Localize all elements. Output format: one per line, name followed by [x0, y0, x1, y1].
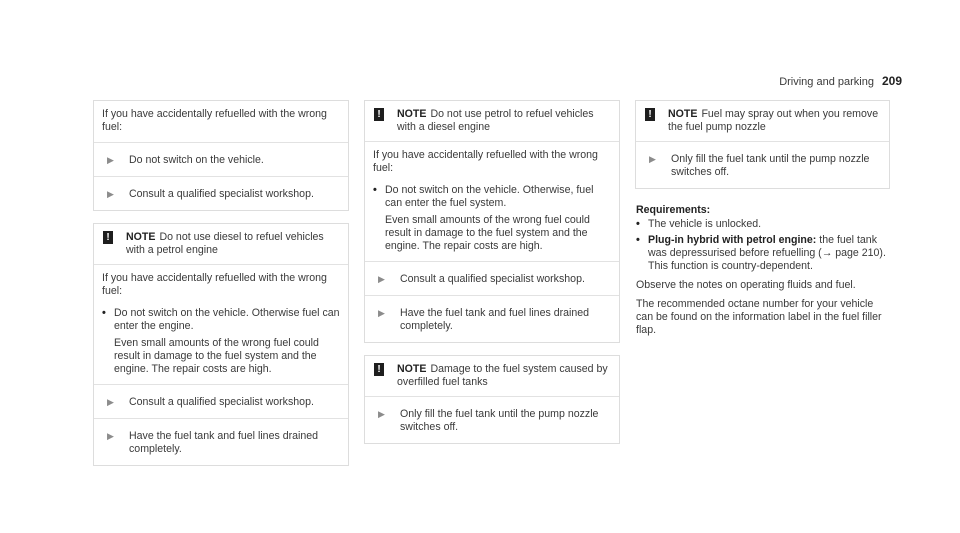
- body-text: [635, 279, 890, 337]
- bullet-text: Do not switch on the vehicle. Otherwise fuel can enter the engine.: [114, 307, 340, 332]
- triangle-right-icon: ▶: [107, 397, 114, 407]
- bullet-list: [102, 307, 342, 376]
- step-text: Have the fuel tank and fuel lines drained completely.: [400, 307, 590, 332]
- exclamation-icon: !: [645, 108, 655, 121]
- paragraph: Observe the notes on operating fluids and fuel.: [636, 279, 856, 291]
- bullet-text: Do not switch on the vehicle. Otherwise, fuel can enter the fuel system.: [385, 184, 594, 209]
- step-item: [365, 295, 619, 342]
- bullet-subtext: Even small amounts of the wrong fuel could result in damage to the fuel system and the engine. The repair costs are high.: [385, 214, 590, 252]
- bullet-item: [373, 184, 613, 253]
- exclamation-icon: !: [103, 231, 113, 244]
- bullet-dot-icon: •: [636, 218, 640, 230]
- step-text: Consult a qualified specialist workshop.: [129, 188, 314, 200]
- bullet-item: [635, 234, 890, 273]
- box-body: [365, 142, 619, 261]
- bullet-dot-icon: •: [636, 234, 640, 246]
- exclamation-icon: !: [374, 363, 384, 376]
- box-body: [94, 265, 348, 384]
- note-overfill-box: [364, 355, 620, 444]
- note-title-text: Damage to the fuel system caused by overfilled fuel tanks: [397, 363, 608, 388]
- step-item: [94, 418, 348, 465]
- note-petrol-box: [364, 100, 620, 343]
- note-spray-box: [635, 100, 890, 189]
- bullet-item: [635, 218, 890, 231]
- triangle-right-icon: ▶: [107, 189, 114, 199]
- requirement-detail: the fuel tank was depressurised before refuelling (→ page 210). This function is country-dependent.: [648, 234, 886, 272]
- step-item: [365, 397, 619, 443]
- requirements-title: Requirements:: [636, 204, 711, 216]
- column-1: [93, 100, 349, 466]
- note-title: [126, 231, 342, 257]
- intro-text: If you have accidentally refuelled with the wrong fuel:: [373, 149, 598, 174]
- note-title-text: Do not use diesel to refuel vehicles with a petrol engine: [126, 231, 324, 256]
- note-diesel-box: [93, 223, 349, 466]
- note-header: [636, 101, 889, 142]
- step-text: Do not switch on the vehicle.: [129, 154, 264, 166]
- triangle-right-icon: ▶: [649, 154, 656, 164]
- requirement-label: Plug-in hybrid with petrol engine:: [648, 234, 817, 246]
- paragraph: The recommended octane number for your vehicle can be found on the information label in the fuel filler flap.: [636, 298, 882, 336]
- bullet-subtext: Even small amounts of the wrong fuel could result in damage to the fuel system and the engine. The repair costs are high.: [114, 337, 319, 375]
- step-text: Only fill the fuel tank until the pump nozzle switches off.: [671, 153, 870, 178]
- requirements-list: [635, 218, 890, 273]
- step-text: Consult a qualified specialist workshop.: [400, 273, 585, 285]
- triangle-right-icon: ▶: [378, 274, 385, 284]
- requirement-text: The vehicle is unlocked.: [648, 218, 762, 230]
- triangle-right-icon: ▶: [378, 308, 385, 318]
- step-item: [94, 142, 348, 176]
- page-header: [779, 75, 902, 89]
- step-item: [94, 384, 348, 418]
- wrong-fuel-box: [93, 100, 349, 211]
- section-title: Driving and parking: [779, 76, 874, 88]
- note-title-text: Fuel may spray out when you remove the fuel pump nozzle: [668, 108, 879, 133]
- note-keyword: NOTE: [397, 363, 427, 375]
- bullet-dot-icon: •: [102, 307, 106, 319]
- requirement-text: [648, 234, 890, 273]
- bullet-list: [373, 184, 613, 253]
- note-header: [365, 101, 619, 142]
- bullet-dot-icon: •: [373, 184, 377, 196]
- note-keyword: NOTE: [126, 231, 156, 243]
- page-number: 209: [881, 74, 902, 88]
- note-title: [397, 108, 613, 134]
- note-keyword: NOTE: [397, 108, 427, 120]
- step-text: Only fill the fuel tank until the pump nozzle switches off.: [400, 408, 599, 433]
- triangle-right-icon: ▶: [107, 431, 114, 441]
- step-item: [365, 261, 619, 295]
- column-3: [635, 100, 890, 337]
- intro-text: If you have accidentally refuelled with the wrong fuel:: [102, 108, 327, 133]
- step-item: [636, 142, 889, 188]
- exclamation-icon: !: [374, 108, 384, 121]
- box-body: [94, 101, 348, 142]
- column-2: [364, 100, 620, 444]
- note-header: [365, 356, 619, 397]
- intro-text: If you have accidentally refuelled with the wrong fuel:: [102, 272, 327, 297]
- note-title-text: Do not use petrol to refuel vehicles with a diesel engine: [397, 108, 594, 133]
- note-keyword: NOTE: [668, 108, 698, 120]
- note-title: [668, 108, 883, 134]
- triangle-right-icon: ▶: [107, 155, 114, 165]
- triangle-right-icon: ▶: [378, 409, 385, 419]
- note-header: [94, 224, 348, 265]
- note-title: [397, 363, 613, 389]
- step-text: Consult a qualified specialist workshop.: [129, 396, 314, 408]
- bullet-item: [102, 307, 342, 376]
- step-item: [94, 176, 348, 210]
- step-text: Have the fuel tank and fuel lines drained completely.: [129, 430, 319, 455]
